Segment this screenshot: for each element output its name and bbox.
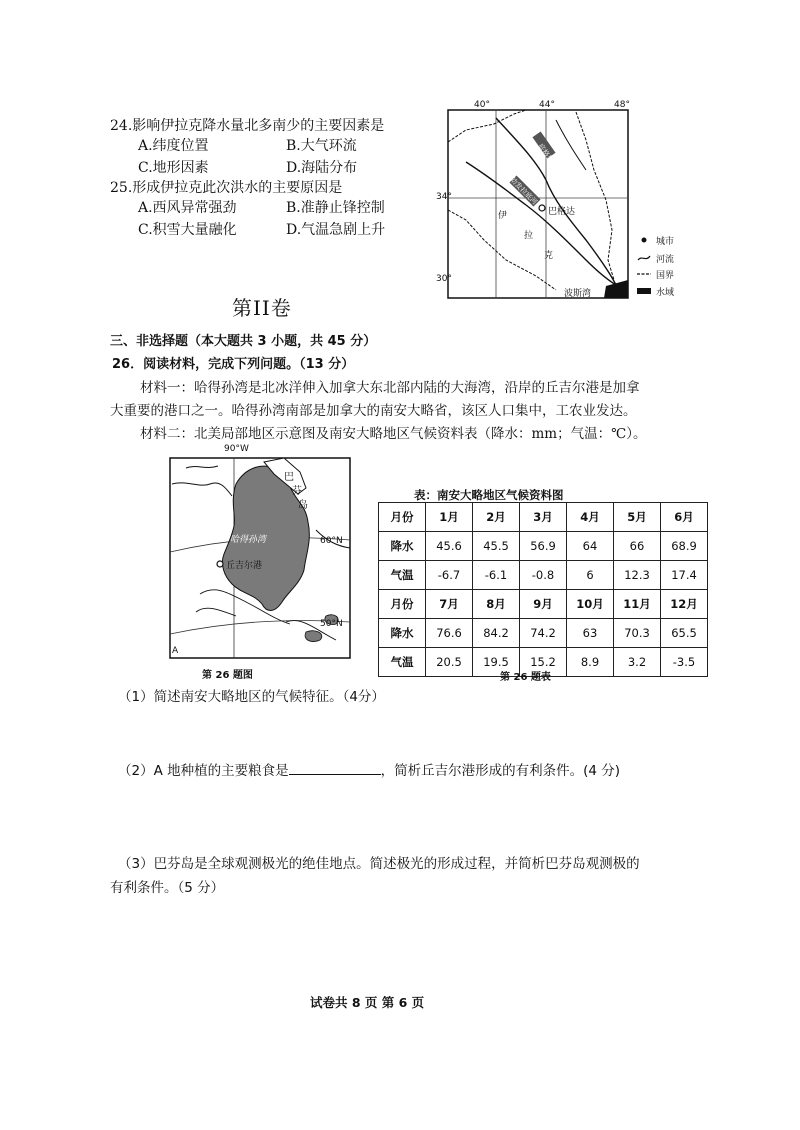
churchill-port-label: 丘吉尔港 <box>226 561 263 571</box>
q24-option-c: C.地形因素 <box>138 160 209 176</box>
q26-sub1: （1）简述南安大略地区的气候特征。（4分） <box>118 689 385 705</box>
na-lat-60n: 60°N <box>320 536 343 546</box>
precip-cell: 45.5 <box>473 532 520 561</box>
q25-option-a: A.西风异常强劲 <box>138 200 237 216</box>
month-cell: 9月 <box>520 590 567 619</box>
table-row <box>379 532 708 561</box>
persian-gulf-label: 波斯湾 <box>564 289 592 299</box>
q26-material1-line2: 大重要的港口之一。哈得孙湾南部是加拿大的南安大略省，该区人口集中，工农业发达。 <box>110 403 637 419</box>
q25-option-d: D.气温急剧上升 <box>286 222 386 238</box>
month-cell: 7月 <box>426 590 473 619</box>
month-cell: 4月 <box>567 503 614 532</box>
temp-cell: 3.2 <box>614 648 661 677</box>
month-cell: 3月 <box>520 503 567 532</box>
row-label-precip: 降水 <box>379 532 426 561</box>
precip-cell: 45.6 <box>426 532 473 561</box>
map-caption: 第 26 题图 <box>202 670 253 681</box>
month-cell: 1月 <box>426 503 473 532</box>
page-footer: 试卷共 8 页 第 6 页 <box>310 995 425 1010</box>
temp-cell: 20.5 <box>426 648 473 677</box>
q25-stem: 25.形成伊拉克此次洪水的主要原因是 <box>110 180 343 196</box>
precip-cell: 70.3 <box>614 619 661 648</box>
row-label-precip: 降水 <box>379 619 426 648</box>
temp-cell: 12.3 <box>614 561 661 590</box>
precip-cell: 64 <box>567 532 614 561</box>
q26-sub2 <box>118 760 620 781</box>
precip-cell: 65.5 <box>661 619 708 648</box>
row-label-temp: 气温 <box>379 648 426 677</box>
temp-cell: 8.9 <box>567 648 614 677</box>
month-cell: 12月 <box>661 590 708 619</box>
month-cell: 2月 <box>473 503 520 532</box>
section-title: 第II卷 <box>232 296 292 320</box>
baffin-char-3: 岛 <box>298 500 308 511</box>
legend-border: 国界 <box>656 271 675 281</box>
temp-cell: -6.1 <box>473 561 520 590</box>
table-row <box>379 561 708 590</box>
precip-cell: 63 <box>567 619 614 648</box>
north-america-map-figure <box>166 444 366 664</box>
month-cell: 8月 <box>473 590 520 619</box>
q24-option-b: B.大气环流 <box>286 138 357 154</box>
iraq-char-2: 拉 <box>524 231 534 241</box>
q24-option-d: D.海陆分布 <box>286 160 358 176</box>
temp-cell: 17.4 <box>661 561 708 590</box>
row-label-month: 月份 <box>379 590 426 619</box>
q26-sub3-line2: 有利条件。（5 分） <box>110 880 225 896</box>
precip-cell: 76.6 <box>426 619 473 648</box>
table-row <box>379 503 708 532</box>
temp-cell: -3.5 <box>661 648 708 677</box>
iraq-lon-44: 44° <box>539 100 555 110</box>
q26-sub2-text-after: ，简析丘吉尔港形成的有利条件。(4 分) <box>380 763 621 779</box>
row-label-month: 月份 <box>379 503 426 532</box>
iraq-char-3: 克 <box>544 251 554 261</box>
q26-sub3-line1: （3）巴芬岛是全球观测极光的绝佳地点。简述极光的形成过程，并简析巴芬岛观测极的 <box>118 856 640 872</box>
hudson-bay-label: 哈得孙湾 <box>230 535 267 545</box>
q24-option-a: A.纬度位置 <box>138 138 209 154</box>
table-row <box>379 619 708 648</box>
iraq-map-figure <box>436 100 690 300</box>
precip-cell: 56.9 <box>520 532 567 561</box>
na-lon-90w: 90°W <box>224 444 249 454</box>
legend-city: 城市 <box>656 237 675 247</box>
temp-cell: 19.5 <box>473 648 520 677</box>
iraq-lon-48: 48° <box>614 100 630 110</box>
answer-blank[interactable] <box>289 760 381 775</box>
climate-table-wrapper <box>378 502 708 677</box>
baffin-char-2: 芬 <box>292 486 302 497</box>
tigris-label: 底格里斯河 <box>536 142 563 176</box>
euphrates-label: 幼发拉底河 <box>508 175 539 207</box>
q25-option-c: C.积雪大量融化 <box>138 222 237 238</box>
table-title: 表：南安大略地区气候资料图 <box>414 488 564 502</box>
north-america-map <box>166 444 366 684</box>
q26-material1-line1: 材料一：哈得孙湾是北冰洋伸入加拿大东北部内陆的大海湾，沿岸的丘吉尔港是加拿 <box>140 380 640 396</box>
row-label-temp: 气温 <box>379 561 426 590</box>
legend-water: 水域 <box>656 288 675 298</box>
q25-option-b: B.准静止锋控制 <box>286 200 385 216</box>
precip-cell: 74.2 <box>520 619 567 648</box>
baghdad-label: 巴格达 <box>548 207 576 217</box>
q26-material2: 材料二：北美局部地区示意图及南安大略地区气候资料表（降水：mm；气温：℃）。 <box>140 426 647 442</box>
point-a-label: A <box>172 646 179 656</box>
q26-sub2-text: （2）A 地种植的主要粮食是 <box>118 763 289 779</box>
temp-cell: -0.8 <box>520 561 567 590</box>
precip-cell: 84.2 <box>473 619 520 648</box>
iraq-lon-40: 40° <box>474 100 490 110</box>
q24-stem: 24.影响伊拉克降水量北多南少的主要因素是 <box>110 118 385 134</box>
section-heading: 三、非选择题（本大题共 3 小题，共 45 分） <box>110 334 377 349</box>
temp-cell: 15.2 <box>520 648 567 677</box>
climate-table <box>378 502 708 677</box>
iraq-char-1: 伊 <box>498 211 508 221</box>
baffin-char-1: 巴 <box>284 472 294 483</box>
legend-river: 河流 <box>656 255 675 265</box>
month-cell: 5月 <box>614 503 661 532</box>
month-cell: 11月 <box>614 590 661 619</box>
q26-intro: 26．阅读材料，完成下列问题。（13 分） <box>112 357 355 372</box>
iraq-map <box>436 100 690 300</box>
iraq-lat-30: 30° <box>436 274 452 284</box>
iraq-lat-34: 34° <box>436 192 452 202</box>
temp-cell: -6.7 <box>426 561 473 590</box>
temp-cell: 6 <box>567 561 614 590</box>
month-cell: 10月 <box>567 590 614 619</box>
na-lat-50n: 50°N <box>320 619 343 629</box>
table-row <box>379 590 708 619</box>
precip-cell: 68.9 <box>661 532 708 561</box>
month-cell: 6月 <box>661 503 708 532</box>
table-caption: 第 26 题表 <box>500 672 551 683</box>
precip-cell: 66 <box>614 532 661 561</box>
